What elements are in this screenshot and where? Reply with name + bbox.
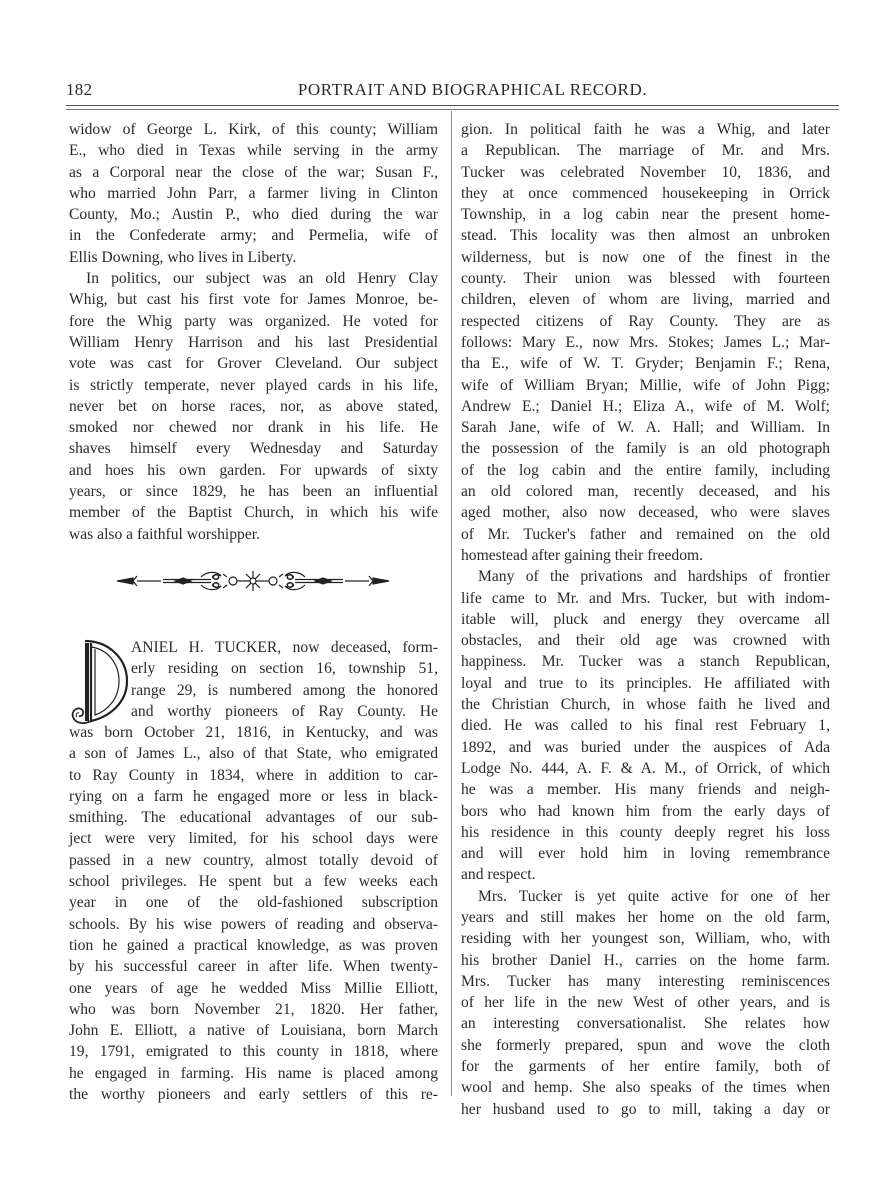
text-line: her husband used to go to mill, taking a day or bbox=[461, 1100, 830, 1118]
text-line: was born October 21, 1816, in Kentucky, and was bbox=[69, 724, 438, 741]
text-line: his residence in this county deeply regret his loss bbox=[461, 823, 830, 841]
text-line: an old colored man, recently deceased, and his bbox=[461, 483, 830, 501]
text-line: of Mr. Tucker's father and remained on the old bbox=[461, 525, 830, 543]
text-line: a son of James L., also of that State, who emigrated bbox=[69, 745, 438, 763]
text-line: as a Corporal near the close of the war; Susan F., bbox=[69, 163, 438, 181]
text-line: never bet on horse races, nor, as above stated, bbox=[69, 397, 438, 415]
text-line: itable will, pluck and energy they overcame all bbox=[461, 610, 830, 628]
text-line: Mrs. Tucker has many interesting reminiscences bbox=[461, 972, 830, 990]
text-line: residing with her youngest son, William, who, with bbox=[461, 930, 830, 948]
text-line: aged mother, also now deceased, who were slaves bbox=[461, 504, 830, 522]
text-line: the worthy pioneers and early settlers of this re- bbox=[69, 1086, 438, 1104]
text-line: schools. By his wise powers of reading and observa- bbox=[69, 915, 438, 933]
text-line: stead. This locality was then almost an unbroken bbox=[461, 227, 830, 245]
drop-cap-letter-d-icon bbox=[69, 637, 131, 729]
text-line: Mrs. Tucker is yet quite active for one of her bbox=[478, 887, 830, 905]
text-line: wilderness, but is now one of the finest in the bbox=[461, 248, 830, 266]
text-line: she formerly prepared, spun and wove the cloth bbox=[461, 1036, 830, 1054]
text-line: one years of age he wedded Miss Millie Elliott, bbox=[69, 979, 438, 997]
text-line: the Christian Church, in whose faith he lived and bbox=[461, 696, 830, 714]
text-line: William Henry Harrison and his last Presidential bbox=[69, 333, 438, 351]
running-title: PORTRAIT AND BIOGRAPHICAL RECORD. bbox=[297, 80, 648, 99]
text-line: John E. Elliott, a native of Louisiana, born March bbox=[69, 1022, 438, 1040]
left-column bbox=[69, 119, 438, 545]
text-line: an interesting conversationalist. She relates how bbox=[461, 1015, 830, 1033]
text-line: Andrew E.; Daniel H.; Eliza A., wife of M. Wolf; bbox=[461, 397, 830, 415]
text-line: his brother Daniel H., carries on the home farm. bbox=[461, 951, 830, 969]
text-line: widow of George L. Kirk, of this county; William bbox=[69, 121, 438, 138]
text-line: gion. In political faith he was a Whig, and later bbox=[461, 121, 830, 138]
text-line: Ellis Downing, who lives in Liberty. bbox=[69, 248, 297, 266]
text-line: follows: Mary E., now Mrs. Stokes; James L.; Mar- bbox=[461, 333, 830, 351]
text-line: happiness. Mr. Tucker was a stanch Republican, bbox=[461, 653, 830, 671]
text-line: county. Their union was blessed with fourteen bbox=[461, 270, 830, 288]
text-line: is strictly temperate, never played cards in his life, bbox=[69, 376, 438, 394]
text-line: life came to Mr. and Mrs. Tucker, but with indom- bbox=[461, 589, 830, 607]
text-line: E., who died in Texas while serving in the army bbox=[69, 142, 438, 160]
header-rule-bottom bbox=[66, 109, 839, 110]
text-line: respected citizens of Ray County. They are as bbox=[461, 312, 830, 330]
text-line: smithing. The educational advantages of our sub- bbox=[69, 809, 438, 827]
paragraph-hardships bbox=[461, 566, 830, 885]
text-line: children, eleven of whom are living, married and bbox=[461, 291, 830, 309]
header-rule-top bbox=[66, 105, 839, 106]
text-line: died. He was called to his final rest February 1, bbox=[461, 717, 830, 735]
text-line: who was born November 21, 1820. Her father, bbox=[69, 1000, 438, 1018]
text-line: Sarah Jane, wife of W. A. Hall; and William. In bbox=[461, 419, 830, 437]
text-line: they at once commenced housekeeping in Orrick bbox=[461, 184, 830, 202]
text-line: In politics, our subject was an old Henry Clay bbox=[86, 270, 438, 288]
text-line: to Ray County in 1834, where in addition to car- bbox=[69, 766, 438, 784]
text-line: and respect. bbox=[461, 866, 536, 884]
text-line: and worthy pioneers of Ray County. He bbox=[131, 702, 438, 720]
text-line: 19, 1791, emigrated to this county in 1818, where bbox=[69, 1043, 438, 1061]
text-line: tion he gained a practical knowledge, as was proven bbox=[69, 936, 438, 954]
text-line: loyal and true to its principles. He affiliated with bbox=[461, 674, 830, 692]
text-line: in the Confederate army; and Permelia, wife of bbox=[69, 227, 438, 245]
text-line: rying on a farm he engaged more or less in black- bbox=[69, 787, 438, 805]
text-line: Many of the privations and hardships of frontier bbox=[478, 568, 830, 586]
politics-paragraph bbox=[69, 268, 438, 545]
text-line: tha E., wife of W. T. Gryder; Benjamin F.; Rena, bbox=[461, 355, 830, 373]
decorative-divider-ornament-icon bbox=[113, 566, 393, 596]
text-line: year in one of the old-fashioned subscription bbox=[69, 894, 438, 912]
text-line: ject were very limited, for his school days were bbox=[69, 830, 438, 848]
column-divider bbox=[451, 111, 452, 1096]
text-line: of her life in the new West of other years, and is bbox=[461, 994, 830, 1012]
text-line: Tucker was celebrated November 10, 1836, and bbox=[461, 163, 830, 181]
text-line: obstacles, and their old age was crowned with bbox=[461, 632, 830, 650]
article-lead bbox=[131, 637, 438, 722]
text-line: who married John Parr, a farmer living in Clinton bbox=[69, 184, 438, 202]
text-line: Township, in a log cabin near the present home- bbox=[461, 206, 830, 224]
text-line: homestead after gaining their freedom. bbox=[461, 546, 704, 564]
text-line: school privileges. He spent but a few weeks each bbox=[69, 873, 438, 891]
text-line: bors who had known him from the early days of bbox=[461, 802, 830, 820]
text-line: and will ever hold him in loving remembrance bbox=[461, 845, 830, 863]
text-line: was also a faithful worshipper. bbox=[69, 525, 260, 543]
text-line: erly residing on section 16, township 51, bbox=[131, 660, 438, 678]
text-line: Whig, but cast his first vote for James Monroe, be- bbox=[69, 291, 438, 309]
text-line: he engaged in farming. His name is placed among bbox=[69, 1064, 438, 1082]
text-line: years, or since 1829, he has been an influential bbox=[69, 483, 438, 501]
text-line: wife of William Bryan; Millie, wife of John Pigg; bbox=[461, 376, 830, 394]
text-line: shaves himself every Wednesday and Saturday bbox=[69, 440, 438, 458]
text-line: he was a member. His many friends and neigh- bbox=[461, 781, 830, 799]
text-line: member of the Baptist Church, in which his wife bbox=[69, 504, 438, 522]
text-line: for the garments of her entire family, both of bbox=[461, 1058, 830, 1076]
text-line: fore the Whig party was organized. He voted for bbox=[69, 312, 438, 330]
text-line: years and still makes her home on the old farm, bbox=[461, 908, 830, 926]
text-line: a Republican. The marriage of Mr. and Mrs. bbox=[461, 142, 830, 160]
right-column bbox=[461, 119, 830, 1120]
text-line: ANIEL H. TUCKER, now deceased, form- bbox=[131, 639, 438, 656]
text-line: by his successful career in after life. When twenty- bbox=[69, 958, 438, 976]
text-line: vote was cast for Grover Cleveland. Our subject bbox=[69, 355, 438, 373]
page-header bbox=[66, 80, 839, 104]
text-line: of the log cabin and the entire family, including bbox=[461, 461, 830, 479]
continuation-paragraph bbox=[69, 119, 438, 268]
article-body bbox=[69, 722, 438, 1105]
paragraph-family bbox=[461, 119, 830, 566]
text-line: 1892, and was buried under the auspices of Ada bbox=[461, 738, 830, 756]
text-line: smoked nor chewed nor drank in his life. He bbox=[69, 419, 438, 437]
text-line: County, Mo.; Austin P., who died during the war bbox=[69, 206, 438, 224]
text-line: passed in a new country, almost totally devoid of bbox=[69, 851, 438, 869]
page-number: 182 bbox=[66, 80, 93, 99]
text-line: wool and hemp. She also speaks of the times when bbox=[461, 1079, 830, 1097]
paragraph-mrs-tucker bbox=[461, 886, 830, 1120]
text-line: and hoes his own garden. For upwards of sixty bbox=[69, 461, 438, 479]
text-line: range 29, is numbered among the honored bbox=[131, 681, 438, 699]
text-line: Lodge No. 444, A. F. & A. M., of Orrick, of which bbox=[461, 759, 830, 777]
text-line: the possession of the family is an old photograph bbox=[461, 440, 830, 458]
